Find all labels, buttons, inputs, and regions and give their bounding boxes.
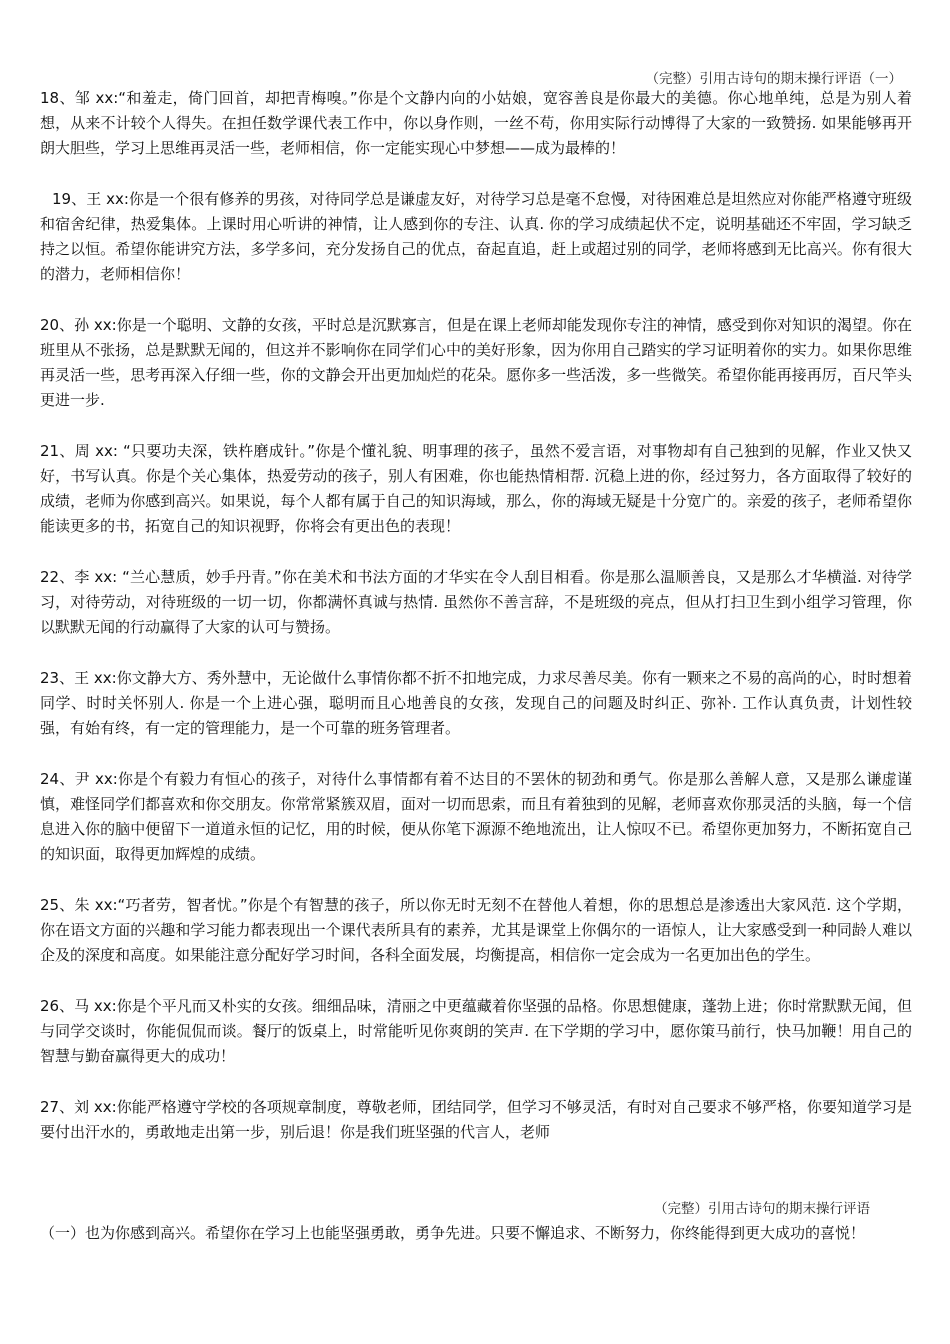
document-body [40,86,912,1145]
page-header: （完整）引用古诗句的期末操行评语（一） [645,71,902,87]
comment-entry-25: 25、朱 xx:“巧者劳，智者忧。”你是个有智慧的孩子，所以你无时无刻不在替他人着想，你的思想总是渗透出大家风范. 这个学期，你在语文方面的兴趣和学习能力都表现出一个课代表所具有的素养，尤其是课堂上你偶尔的一语惊人，让大家感受到一种同龄人难以企及的深度和高度。如果能注意分配好学习时间，各科全面发展，均衡提高，相信你一定会成为一名更加出色的学生。 [40,896,912,964]
continuation-text: （一）也为你感到高兴。希望你在学习上也能坚强勇敢，勇争先进。只要不懈追求、不断努力，你终能得到更大成功的喜悦！ [40,1224,866,1242]
comment-entry-21: 21、周 xx: “只要功夫深，铁杵磨成针。”你是个懂礼貌、明事理的孩子，虽然不爱言语，对事物却有自己独到的见解，作业又快又好，书写认真。你是个关心集体，热爱劳动的孩子，别人有困难，你也能热情相帮. 沉稳上进的你，经过努力，各方面取得了较好的成绩，老师为你感到高兴。如果说，每个人都有属于自己的知识海域，那么，你的海域无疑是十分宽广的。亲爱的孩子，老师希望你能读更多的书，拓宽自己的知识视野，你将会有更出色的表现！ [40,442,912,535]
comment-entry-26: 26、马 xx:你是个平凡而又朴实的女孩。细细品味，清丽之中更蕴藏着你坚强的品格。你思想健康，蓬勃上进；你时常默默无闻，但与同学交谈时，你能侃侃而谈。餐厅的饭桌上，时常能听见你爽朗的笑声. 在下学期的学习中，愿你策马前行，快马加鞭！用自己的智慧与勤奋赢得更大的成功！ [40,997,912,1065]
comment-entry-19: 19、王 xx:你是一个很有修养的男孩，对待同学总是谦虚友好，对待学习总是毫不怠慢，对待困难总是坦然应对你能严格遵守班级和宿舍纪律，热爱集体。上课时用心听讲的神情，让人感到你的专注、认真. 你的学习成绩起伏不定，说明基础还不牢固，学习缺乏持之以恒。希望你能讲究方法，多学多问，充分发扬自己的优点，奋起直追，赶上或超过别的同学，老师将感到无比高兴。你有很大的潜力，老师相信你！ [40,190,912,283]
comment-entry-27: 27、刘 xx:你能严格遵守学校的各项规章制度，尊敬老师，团结同学，但学习不够灵活，有时对自己要求不够严格，你要知道学习是要付出汗水的，勇敢地走出第一步，别后退！你是我们班坚强的代言人，老师 [40,1098,912,1141]
continuation-header: （完整）引用古诗句的期末操行评语 [654,1201,870,1217]
comment-entry-22: 22、李 xx: “兰心慧质，妙手丹青。”你在美术和书法方面的才华实在令人刮目相看。你是那么温顺善良，又是那么才华横溢. 对待学习，对待劳动，对待班级的一切一切，你都满怀真诚与热情. 虽然你不善言辞，不是班级的亮点，但从打扫卫生到小组学习管理，你以默默无闻的行动赢得了大家的认可与赞扬。 [40,568,912,636]
comment-entry-20: 20、孙 xx:你是一个聪明、文静的女孩，平时总是沉默寡言，但是在课上老师却能发现你专注的神情，感受到你对知识的渴望。你在班里从不张扬，总是默默无闻的，但这并不影响你在同学们心中的美好形象，因为你用自己踏实的学习证明着你的实力。如果你思维再灵活一些，思考再深入仔细一些，你的文静会开出更加灿烂的花朵。愿你多一些活泼，多一些微笑。希望你能再接再厉，百尺竿头更进一步. [40,316,912,409]
comment-entry-18: 18、邹 xx:“和羞走，倚门回首，却把青梅嗅。”你是个文静内向的小姑娘，宽容善良是你最大的美德。你心地单纯，总是为别人着想，从来不计较个人得失。在担任数学课代表工作中，你以身作则，一丝不苟，你用实际行动博得了大家的一致赞扬. 如果能够再开朗大胆些，学习上思维再灵活一些，老师相信，你一定能实现心中梦想——成为最棒的！ [40,89,912,157]
comment-entry-23: 23、王 xx:你文静大方、秀外慧中，无论做什么事情你都不折不扣地完成，力求尽善尽美。你有一颗来之不易的高尚的心，时时想着同学、时时关怀别人. 你是一个上进心强，聪明而且心地善良的女孩，发现自己的问题及时纠正、弥补. 工作认真负责，计划性较强，有始有终，有一定的管理能力，是一个可靠的班务管理者。 [40,669,912,737]
comment-entry-24: 24、尹 xx:你是个有毅力有恒心的孩子，对待什么事情都有着不达目的不罢休的韧劲和勇气。你是那么善解人意，又是那么谦虚谨慎，难怪同学们都喜欢和你交朋友。你常常紧簇双眉，面对一切而思索，而且有着独到的见解，老师喜欢你那灵活的头脑，每一个信息进入你的脑中便留下一道道永恒的记忆，用的时候，便从你笔下源源不绝地流出，让人惊叹不已。希望你更加努力，不断拓宽自己的知识面，取得更加辉煌的成绩。 [40,770,912,863]
